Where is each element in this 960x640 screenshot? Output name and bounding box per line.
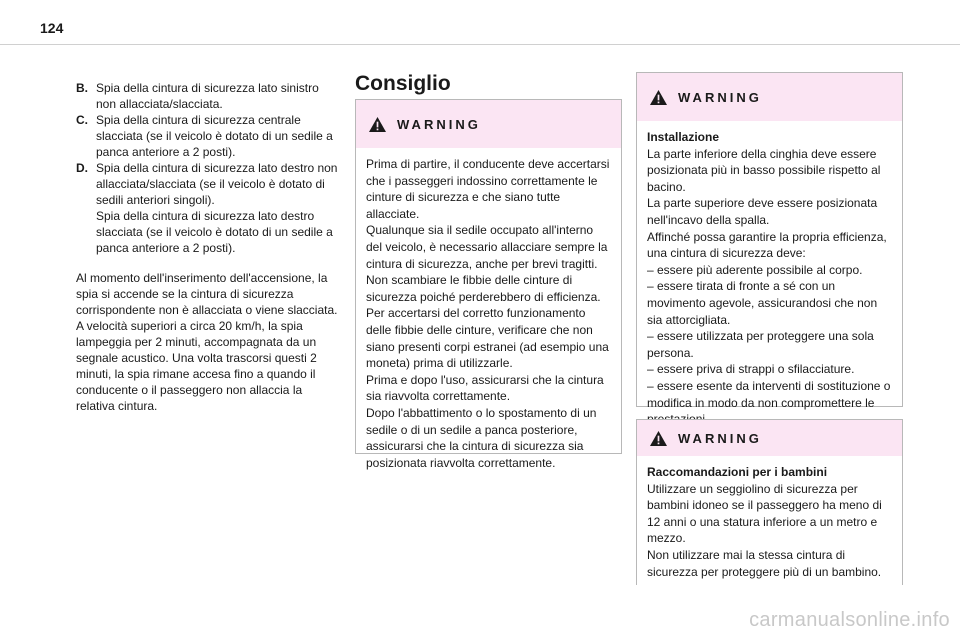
- left-column: [76, 80, 341, 414]
- warning-body: [637, 456, 902, 590]
- warning-box: [636, 72, 903, 410]
- warning-header: [356, 100, 621, 148]
- warning-body: [637, 121, 902, 438]
- warning-text: Prima e dopo l'uso, assicurarsi che la cintura sia riavvolta correttamente.: [366, 372, 604, 404]
- warning-box: [355, 99, 622, 470]
- section-title: Consiglio: [355, 72, 451, 95]
- warning-triangle-icon: [649, 430, 668, 447]
- warning-text: Non utilizzare mai la stessa cintura di sicurezza per proteggere più di un bambino.: [647, 547, 882, 579]
- watermark: carmanualsonline.info: [749, 609, 950, 631]
- item-letter: B.: [76, 81, 88, 95]
- warning-triangle-icon: [649, 89, 668, 106]
- warning-text: – essere priva di strappi o sfilacciature.: [647, 362, 855, 377]
- item-text: Spia della cintura di sicurezza lato sinistro non allacciata/slacciata.: [96, 81, 319, 111]
- item-letter: C.: [76, 113, 88, 127]
- item-letter: D.: [76, 161, 88, 175]
- header-divider: [0, 44, 960, 45]
- warning-text: Prima di partire, il conducente deve accertarsi che i passeggeri indossino correttamente le cinture di sicurezza e che siano tutte allacciate.: [366, 157, 610, 221]
- warning-title: WARNING: [678, 430, 762, 446]
- warning-text: – essere esente da interventi di sostituzione o modifica in modo da non compromettere le: [647, 378, 891, 410]
- warning-triangle-icon: [368, 116, 387, 133]
- warning-text: La parte inferiore della cinghia deve essere posizionata più in basso possibile rispetto al bacino.: [647, 146, 881, 194]
- item-text: Spia della cintura di sicurezza centrale slacciata (se il veicolo è dotato di un sedile a panca anteriore a 2 posti).: [96, 113, 333, 159]
- item-text: Spia della cintura di sicurezza lato destro slacciata (se il veicolo è dotato di un sedile a panca anteriore a 2 posti).: [96, 209, 333, 255]
- warning-text: Qualunque sia il sedile occupato all'interno del veicolo, è necessario allacciare sempre la cintura di sicurezza, anche per brevi tragitti.: [366, 223, 608, 271]
- warning-text: – essere tirata di fronte a sé con un movimento agevole, assicurandosi che non sia attorcigliata.: [647, 279, 878, 327]
- body-paragraph: A velocità superiori a circa 20 km/h, la spia lampeggia per 2 minuti, accompagnata da un segnale acustico. Una volta trascorsi questi 2 minuti, la spia rimane accesa fino a quando il conducente o il passeggero non allaccia la relativa cintura.: [76, 319, 317, 413]
- warning-text: – essere utilizzata per proteggere una sola persona.: [647, 329, 874, 360]
- list-item: [76, 80, 341, 112]
- warning-text: Per accertarsi del corretto funzionamento delle fibbie delle cinture, verificare che non siano presenti corpi estranei (ad esempio una moneta) prima di utilizzarle.: [366, 306, 609, 371]
- page-number: 124: [40, 20, 64, 36]
- body-paragraph: Al momento dell'inserimento dell'accensione, la spia si accende se la cintura di sicurezza corrispondente non è allacciata o viene slacciata.: [76, 271, 338, 317]
- list-item: [76, 160, 341, 256]
- warning-text: La parte superiore deve essere posizionata nell'incavo della spalla.: [647, 196, 878, 227]
- warning-text: – essere più aderente possibile al corpo.: [647, 262, 863, 277]
- warning-text: Non scambiare le fibbie delle cinture di sicurezza poiché perderebbero di efficienza.: [366, 273, 601, 304]
- warning-body: [356, 148, 621, 481]
- warning-title: WARNING: [397, 116, 481, 132]
- warning-heading: Raccomandazioni per i bambini: [647, 465, 828, 479]
- warning-text: Affinché possa garantire la propria efficienza, una cintura di sicurezza deve:: [647, 229, 887, 261]
- warning-box: [636, 419, 903, 585]
- list-item: [76, 112, 341, 160]
- warning-title: WARNING: [678, 89, 762, 105]
- warning-heading: Installazione: [647, 130, 720, 144]
- item-text: Spia della cintura di sicurezza lato destro non allacciata/slacciata (se il veicolo è dotato di sedili anteriori singoli).: [96, 161, 338, 207]
- warning-header: [637, 73, 902, 121]
- warning-text: Utilizzare un seggiolino di sicurezza per bambini idoneo se il passeggero ha meno di 12 anni o una statura inferiore a un metro e mezzo.: [647, 481, 882, 546]
- warning-header: [637, 420, 902, 456]
- warning-text: Dopo l'abbattimento o lo spostamento di un sedile o di un sedile a panca posteriore, assicurarsi che la cintura di sicurezza sia posizionata riavvolta correttamente.: [366, 405, 597, 470]
